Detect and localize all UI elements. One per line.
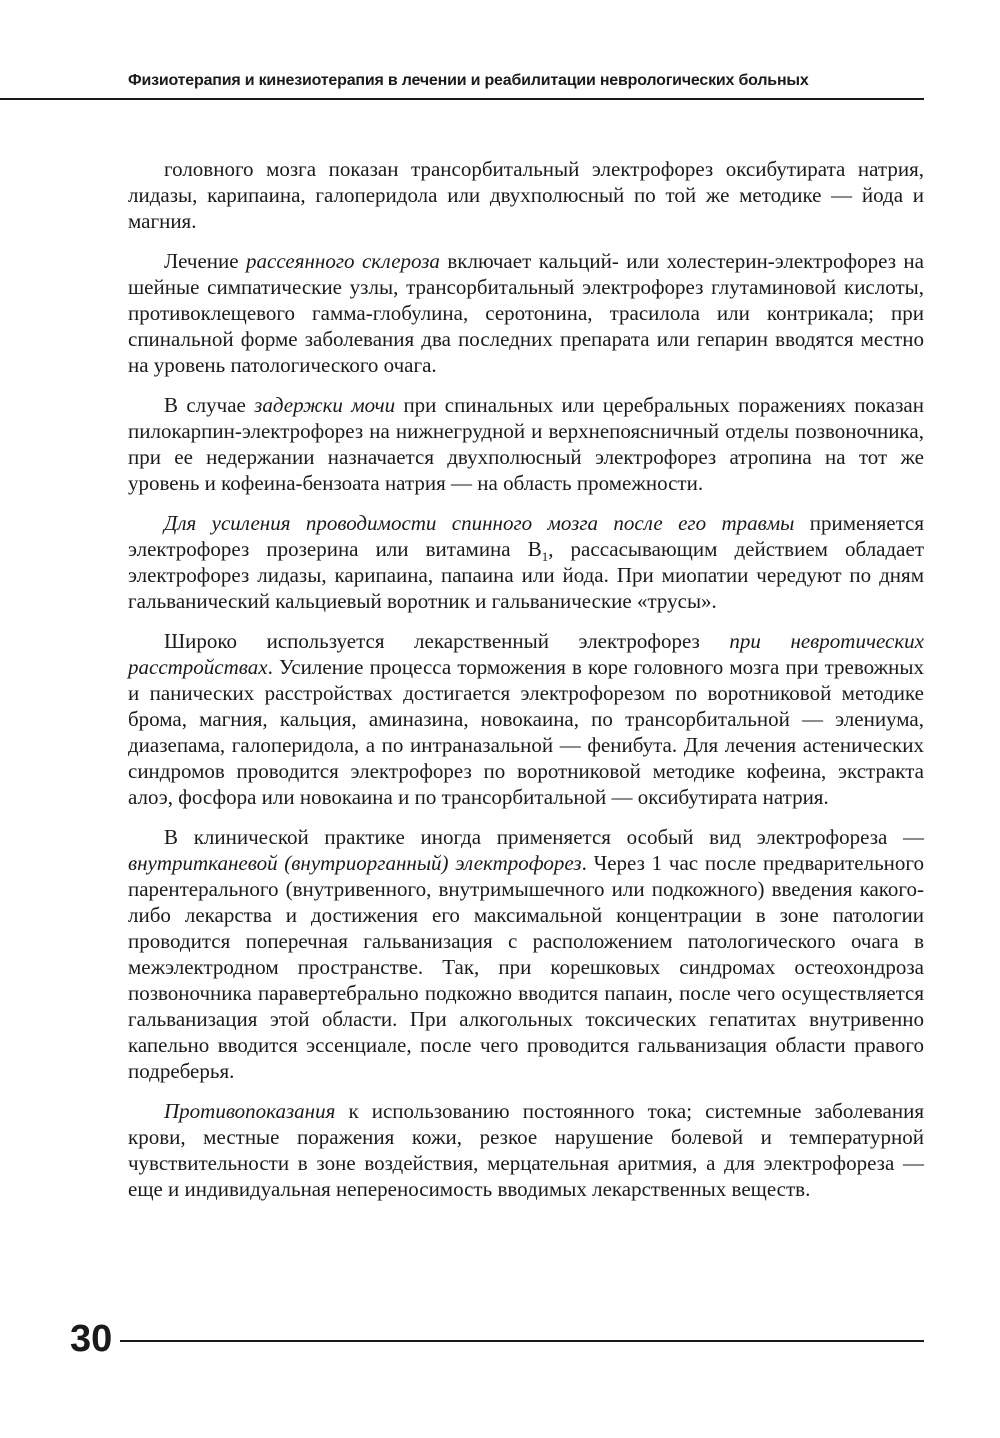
subscript: 1 xyxy=(541,549,549,565)
text-segment: . Через 1 час после предварительного парентерального (внутривенного, внутримышечного или подкожного) введения какого-либо лекарства и достижения его максимальной концентрации в зоне патологии проводится поперечная гальванизация с расположением патологического очага в межэлектродном пространстве. Так, при корешковых синдромах остеохондроза позвоночника паравертебрально подкожно вводится папаин, после чего осуществляется гальванизация этой области. При алкогольных токсических гепатитах внутривенно капельно вводится эссенциале, после чего проводится гальванизация области правого подреберья. xyxy=(128,851,924,1083)
text-segment: головного мозга показан трансорбитальный электрофорез оксибутирата натрия, лидазы, карипаина, галоперидола или двухполюсный по той же методике — йода и магния. xyxy=(128,157,924,233)
paragraph-1 xyxy=(128,156,924,234)
paragraph-4 xyxy=(128,510,924,614)
header-rule xyxy=(0,98,924,100)
emphasized-term: рассеянного склероза xyxy=(246,249,440,273)
text-segment: при спинальных или церебральных поражениях показан пилокарпин-электрофорез на нижнегрудной и верхнепоясничный отделы позвоночника, при ее недержании назначается двухполюсный электрофорез атропина на тот же уровень и кофеина-бензоата натрия — на область промежности. xyxy=(128,393,924,495)
emphasized-term: при невротических расстройствах xyxy=(128,629,924,679)
paragraph-5 xyxy=(128,628,924,810)
paragraph-6 xyxy=(128,824,924,1084)
emphasized-term: Противопоказания xyxy=(164,1099,336,1123)
text-segment: применяется электрофорез прозерина или витамина В xyxy=(128,511,924,561)
emphasized-term: задержки мочи xyxy=(254,393,396,417)
running-header: Физиотерапия и кинезиотерапия в лечении и реабилитации неврологических больных xyxy=(128,72,809,89)
text-segment: В случае xyxy=(164,393,255,417)
emphasized-term: внутритканевой (внутриорганный) электрофорез xyxy=(128,851,582,875)
page-number: 30 xyxy=(70,1318,113,1360)
body-text xyxy=(128,156,924,1216)
text-segment: к использованию постоянного тока; системные заболевания крови, местные поражения кожи, резкое нарушение болевой и температурной чувствительности в зоне воздействия, мерцательная аритмия, а для электрофореза — еще и индивидуальная непереносимость вводимых лекарственных веществ. xyxy=(128,1099,924,1201)
text-segment: , рассасывающим действием обладает электрофорез лидазы, карипаина, папаина или йода. При миопатии чередуют по дням гальванический кальциевый воротник и гальванические «трусы». xyxy=(128,537,924,613)
emphasized-term: Для усиления проводимости спинного мозга после его травмы xyxy=(164,511,795,535)
paragraph-2 xyxy=(128,248,924,378)
text-segment: В клинической практике иногда применяется особый вид электрофореза — xyxy=(164,825,924,849)
text-segment: включает кальций- или холестерин-электрофорез на шейные симпатические узлы, трансорбитальный электрофорез глутаминовой кислоты, противоклещевого гамма-глобулина, серотонина, трасилола или контрикала; при спинальной форме заболевания два последних препарата или гепарин вводятся местно на уровень патологического очага. xyxy=(128,249,924,377)
paragraph-3 xyxy=(128,392,924,496)
text-segment: Лечение xyxy=(164,249,247,273)
text-segment: . Усиление процесса торможения в коре головного мозга при тревожных и панических расстройствах достигается электрофорезом по воротниковой методике брома, магния, кальция, аминазина, новокаина, по трансорбитальной — элениума, диазепама, галоперидола, а по интраназальной — фенибута. Для лечения астенических синдромов проводится электрофорез по воротниковой методике кофеина, экстракта алоэ, фосфора или новокаина и по трансорбитальной — оксибутирата натрия. xyxy=(128,655,924,809)
paragraph-7 xyxy=(128,1098,924,1202)
text-segment: Широко используется лекарственный электрофорез xyxy=(164,629,730,653)
footer-rule xyxy=(120,1340,924,1342)
